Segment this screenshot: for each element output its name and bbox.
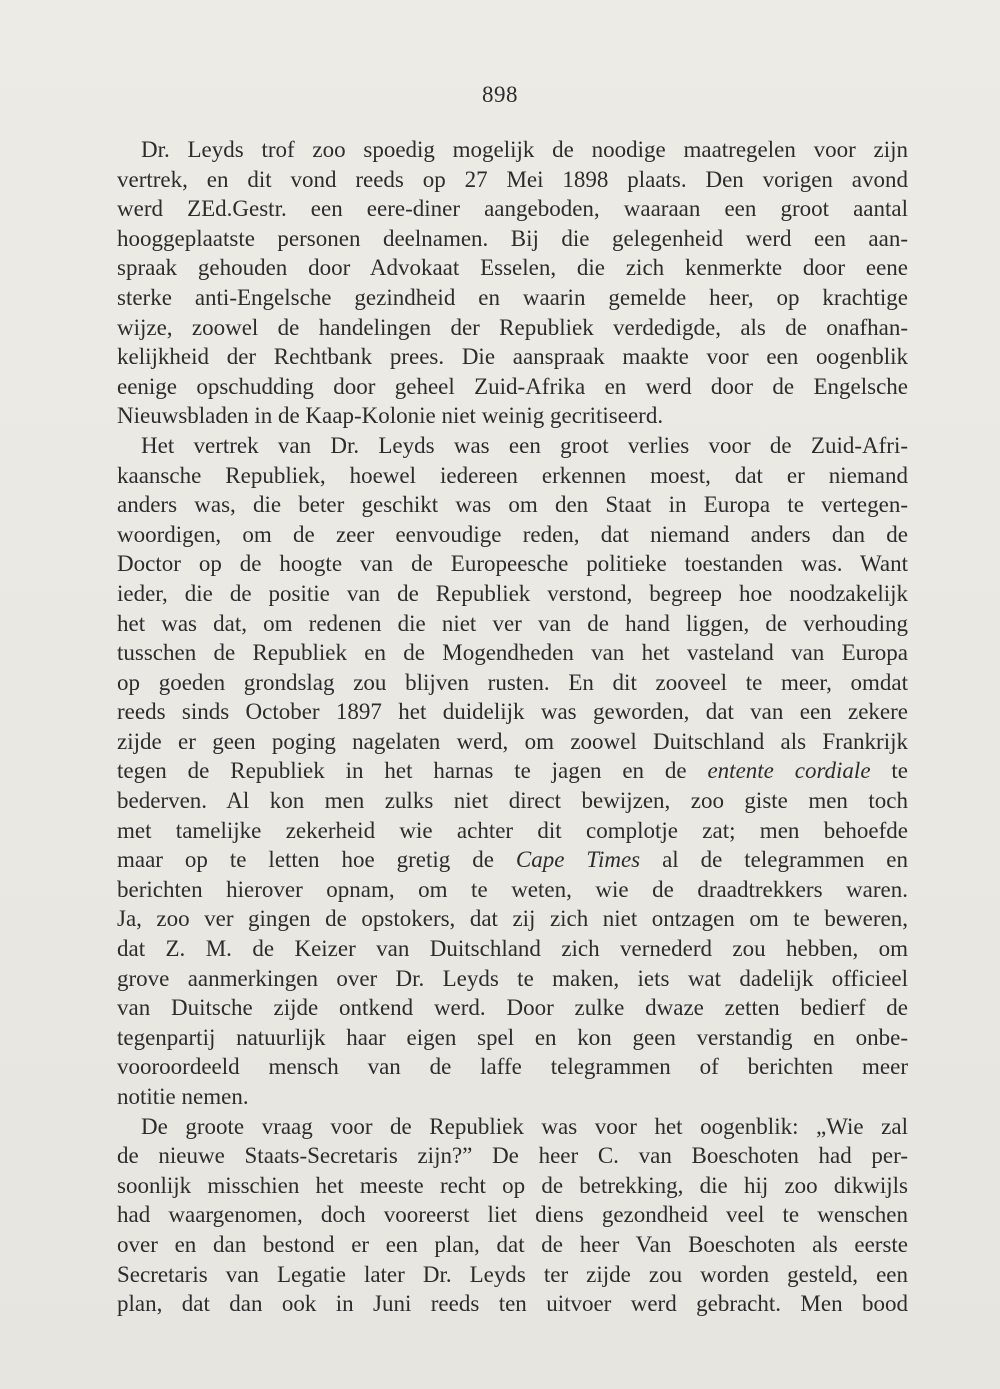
body-text [117, 135, 908, 1319]
text-line: Ja, zoo ver gingen de opstokers, dat zij zich niet ontzagen om te beweren, [117, 906, 908, 932]
text-line: soonlijk misschien het meeste recht op de betrekking, die hij zoo dikwijls [117, 1172, 908, 1198]
text-line: over en dan bestond er een plan, dat de heer Van Boeschoten als eerste [117, 1231, 908, 1257]
text-line: vooroordeeld mensch van de laffe telegrammen of berichten meer [117, 1054, 908, 1080]
text-line: anders was, die beter geschikt was om den Staat in Europa te vertegen- [117, 492, 908, 518]
text-line [117, 756, 908, 786]
page-number: 898 [482, 82, 518, 107]
text-line: woordigen, om de zeer eenvoudige reden, dat niemand anders dan de [117, 521, 908, 547]
text-line: Nieuwsbladen in de Kaap-Kolonie niet weinig gecritiseerd. [117, 403, 664, 429]
text-line: bederven. Al kon men zulks niet direct bewijzen, zoo giste men toch [117, 788, 908, 814]
text-line: tusschen de Republiek en de Mogendheden van het vasteland van Europa [117, 640, 908, 666]
text-line: zijde er geen poging nagelaten werd, om zoowel Duitschland als Frankrijk [117, 728, 908, 754]
text-line: wijze, zoowel de handelingen der Republiek verdedigde, als de onafhan- [117, 314, 908, 340]
text-line: dat Z. M. de Keizer van Duitschland zich vernederd zou hebben, om [117, 936, 908, 962]
text-line: ieder, die de positie van de Republiek verstond, begreep hoe noodzakelijk [117, 580, 908, 606]
text-line: De groote vraag voor de Republiek was voor het oogenblik: „Wie zal [141, 1113, 908, 1139]
text-line: Het vertrek van Dr. Leyds was een groot verlies voor de Zuid-Afri- [141, 432, 908, 458]
italic-phrase: entente cordiale [707, 758, 871, 784]
text-line: hooggeplaatste personen deelnamen. Bij die gelegenheid werd een aan- [117, 225, 908, 251]
text-segment: maar op te letten hoe gretig de [117, 847, 516, 873]
text-line: Doctor op de hoogte van de Europeesche politieke toestanden was. Want [117, 551, 908, 577]
text-line: Secretaris van Legatie later Dr. Leyds ter zijde zou worden gesteld, een [117, 1261, 908, 1287]
text-line: het was dat, om redenen die niet ver van de hand liggen, de verhouding [117, 610, 908, 636]
text-line: de nieuwe Staats-Secretaris zijn?” De heer C. van Boeschoten had per- [117, 1143, 908, 1169]
italic-phrase: Cape Times [515, 847, 641, 873]
text-line: tegenpartij natuurlijk haar eigen spel en kon geen verstandig en onbe- [117, 1024, 908, 1050]
text-line: sterke anti-Engelsche gezindheid en waarin gemelde heer, op krachtige [117, 284, 908, 310]
text-line: plan, dat dan ook in Juni reeds ten uitvoer werd gebracht. Men bood [117, 1291, 908, 1317]
text-line: spraak gehouden door Advokaat Esselen, die zich kenmerkte door eene [117, 255, 908, 281]
text-line: vertrek, en dit vond reeds op 27 Mei 1898 plaats. Den vorigen avond [117, 166, 908, 192]
text-segment: al de telegrammen en [640, 847, 909, 873]
text-line: met tamelijke zekerheid wie achter dit complotje zat; men behoefde [117, 817, 908, 843]
text-line: werd ZEd.Gestr. een eere-diner aangeboden, waaraan een groot aantal [117, 196, 908, 222]
text-line: kaansche Republiek, hoewel iedereen erkennen moest, dat er niemand [117, 462, 908, 488]
text-line: op goeden grondslag zou blijven rusten. En dit zooveel te meer, omdat [117, 669, 908, 695]
text-segment: te [870, 758, 908, 784]
text-line: Dr. Leyds trof zoo spoedig mogelijk de noodige maatregelen voor zijn [141, 137, 908, 162]
text-line: reeds sinds October 1897 het duidelijk was geworden, dat van een zekere [117, 699, 908, 725]
text-line: grove aanmerkingen over Dr. Leyds te maken, iets wat dadelijk officieel [117, 965, 908, 991]
text-segment: tegen de Republiek in het harnas te jagen en de [117, 758, 708, 784]
text-line: van Duitsche zijde ontkend werd. Door zulke dwaze zetten bedierf de [117, 995, 908, 1021]
text-line: notitie nemen. [117, 1084, 249, 1109]
text-line: eenige opschudding door geheel Zuid-Afrika en werd door de Engelsche [117, 373, 908, 399]
text-line: had waargenomen, doch vooreerst liet diens gezondheid veel te wenschen [117, 1202, 908, 1228]
text-line: berichten hierover opnam, om te weten, wie de draadtrekkers waren. [117, 876, 908, 902]
text-line [117, 845, 908, 875]
text-line: kelijkheid der Rechtbank prees. Die aanspraak maakte voor een oogenblik [117, 344, 908, 370]
